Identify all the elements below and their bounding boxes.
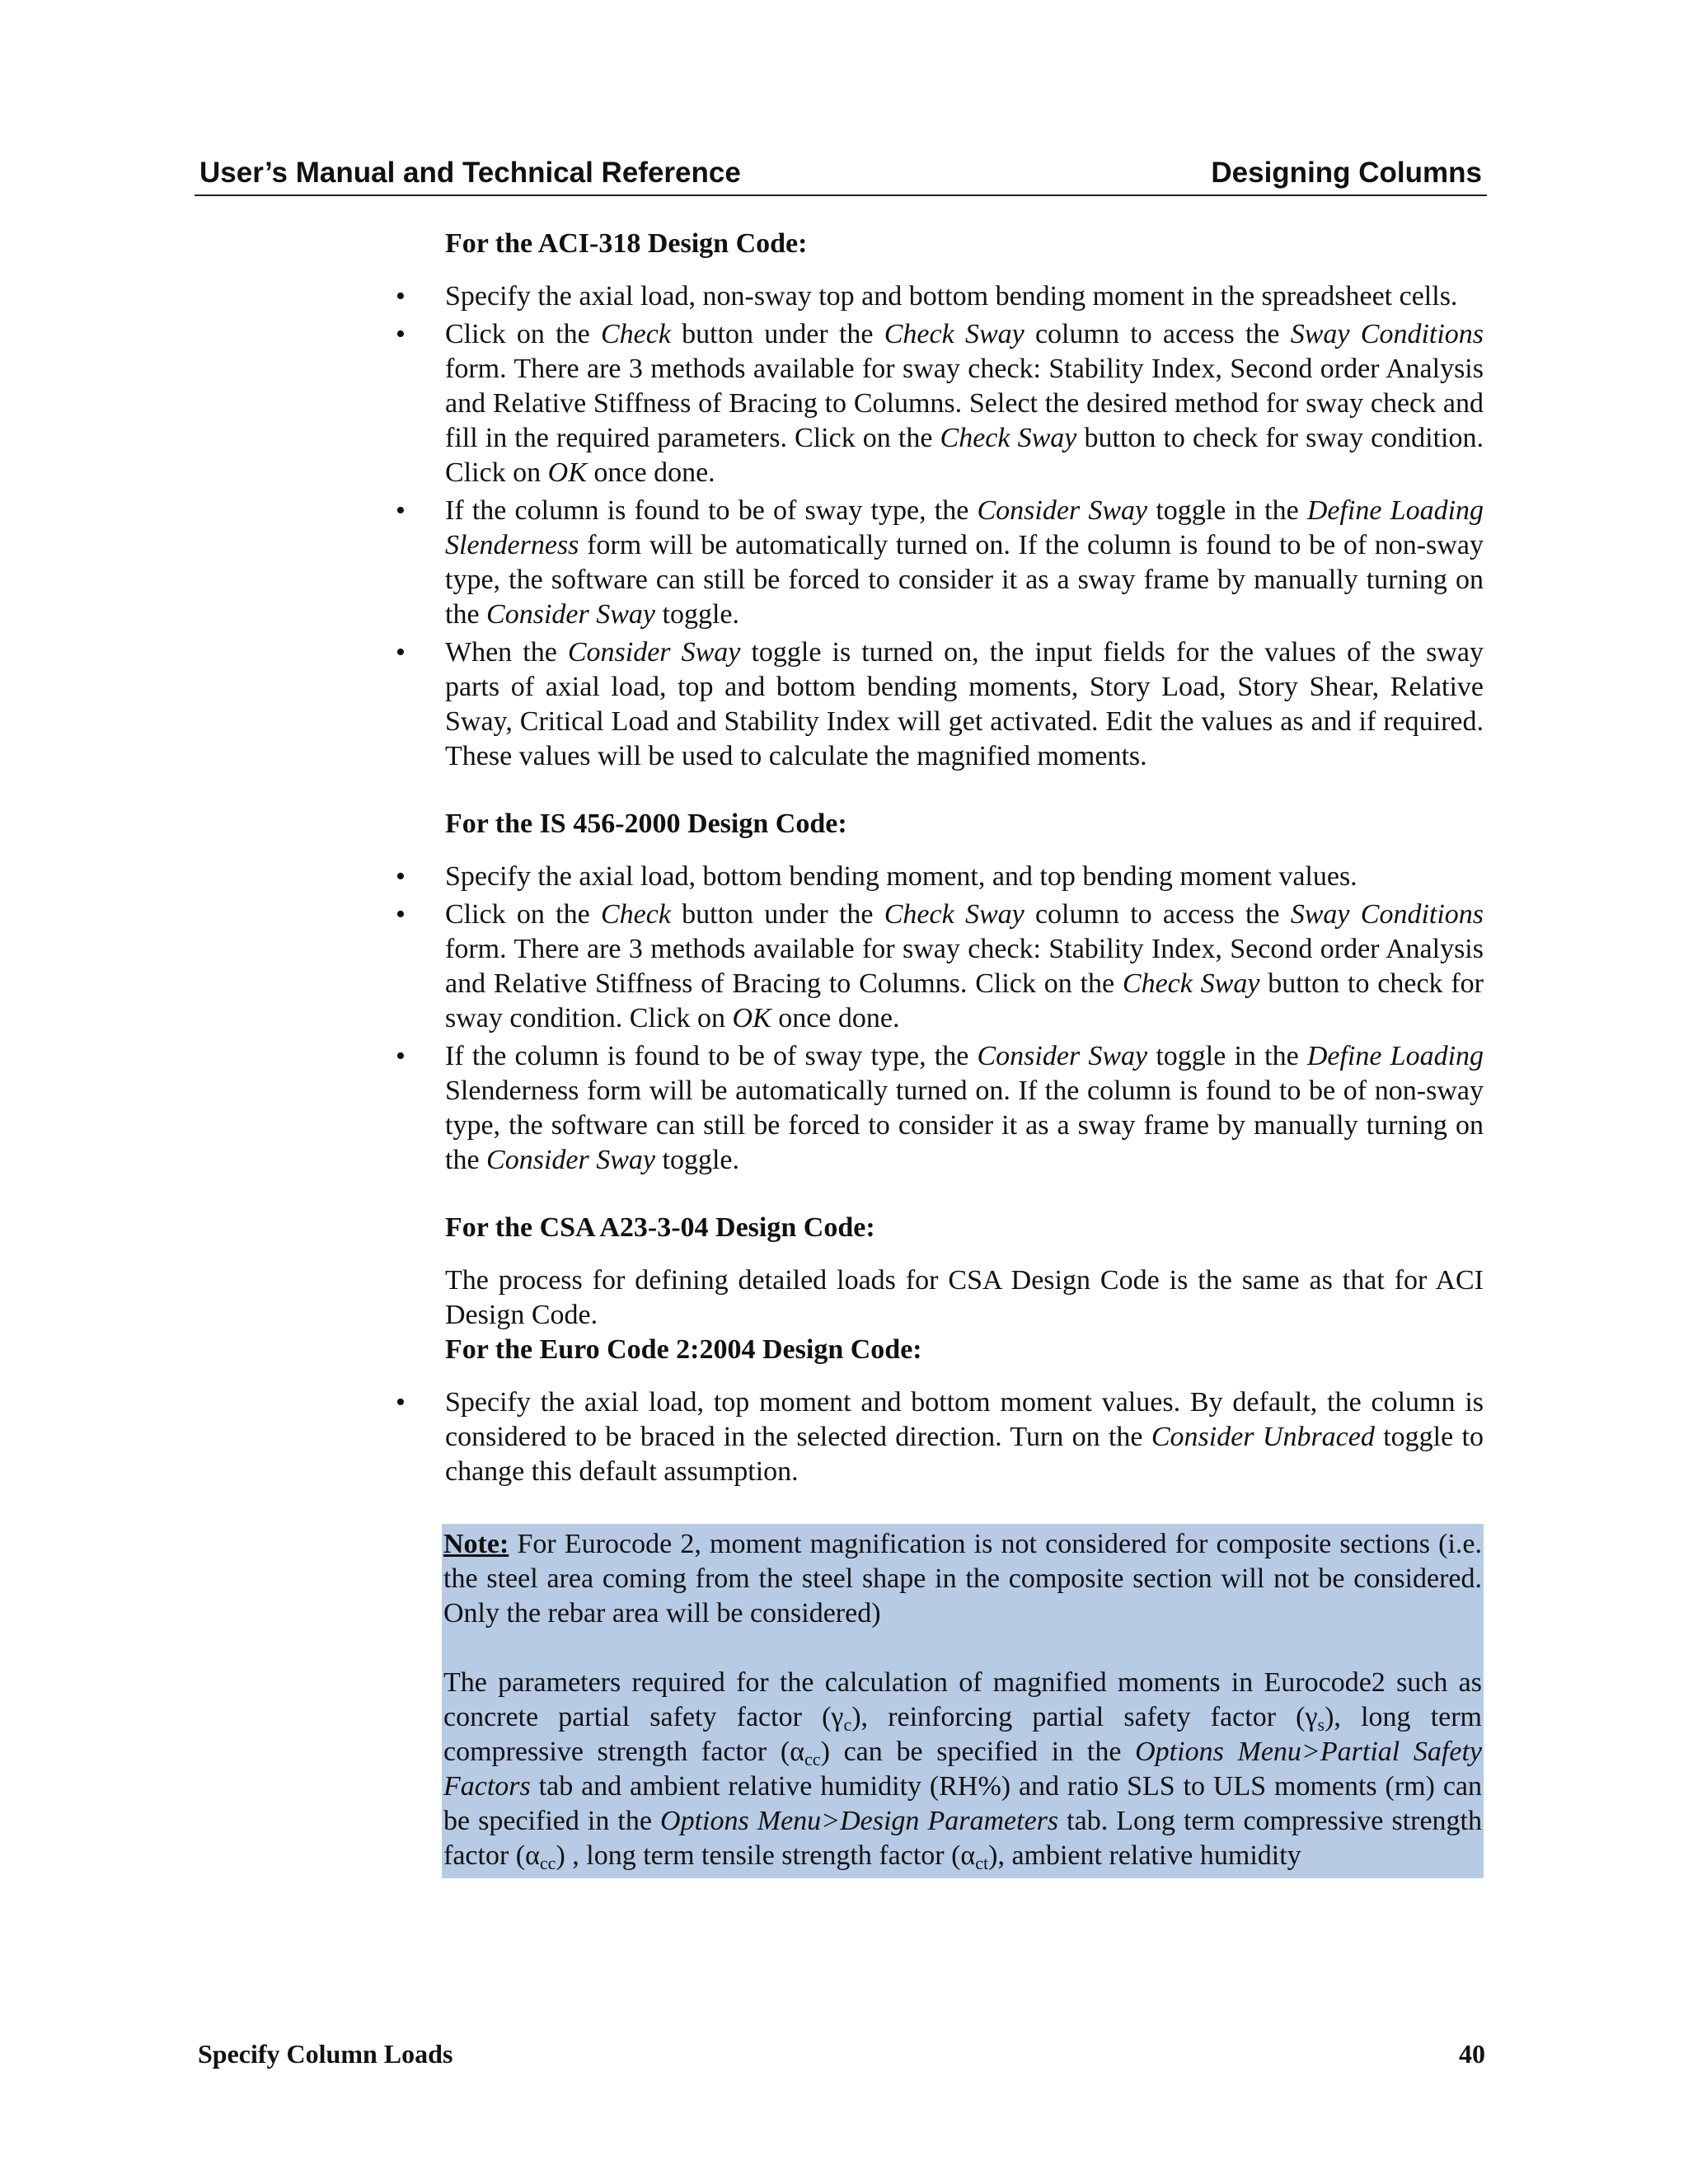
heading-csa: For the CSA A23-3-04 Design Code: <box>445 1212 875 1243</box>
list-item: • If the column is found to be of sway type, the Consider Sway toggle in the Define Loading Slenderness form will be automatically turned on. If the column is found to be of non-sway type, the software can still be forced to consider it as a sway frame by manually turning on the Consider Sway toggle. <box>445 1039 1484 1178</box>
page-number: 40 <box>1459 2039 1485 2069</box>
note-label: Note: <box>443 1529 509 1559</box>
heading-euro: For the Euro Code 2:2004 Design Code: <box>445 1334 922 1365</box>
note-box <box>442 1524 1484 1878</box>
bullet-list-aci <box>445 279 1484 774</box>
section-csa <box>445 1211 1484 1333</box>
page-header <box>195 157 1487 196</box>
footer-section-title: Specify Column Loads <box>198 2039 453 2069</box>
heading-is: For the IS 456-2000 Design Code: <box>445 808 847 839</box>
section-aci <box>445 227 1484 774</box>
bullet-list-is <box>445 860 1484 1178</box>
list-item: • If the column is found to be of sway type, the Consider Sway toggle in the Define Loading Slenderness form will be automatically turned on. If the column is found to be of non-sway type, the software can still be forced to consider it as a sway frame by manually turning on the Consider Sway toggle. <box>445 494 1484 632</box>
section-euro <box>445 1333 1484 1489</box>
list-item: • Click on the Check button under the Check Sway column to access the Sway Conditions form. There are 3 methods available for sway check: Stability Index, Second order Analysis and Relative Stiffness of Bracing to Columns. Select the desired method for sway check and fill in the required parameters. Click on the Check Sway button to check for sway condition. Click on OK once done. <box>445 317 1484 490</box>
bullet-list-euro <box>445 1385 1484 1489</box>
section-is <box>445 807 1484 1178</box>
list-item: • Specify the axial load, bottom bending moment, and top bending moment values. <box>445 860 1484 894</box>
header-chapter: Designing Columns <box>1211 157 1482 189</box>
list-item: • Click on the Check button under the Check Sway column to access the Sway Conditions form. There are 3 methods available for sway check: Stability Index, Second order Analysis and Relative Stiffness of Bracing to Columns. Click on the Check Sway button to check for sway condition. Click on OK once done. <box>445 898 1484 1036</box>
list-item: • When the Consider Sway toggle is turned on, the input fields for the values of the sway parts of axial load, top and bottom bending moments, Story Load, Story Shear, Relative Sway, Critical Load and Stability Index will get activated. Edit the values as and if required. These values will be used to calculate the magnified moments. <box>445 635 1484 774</box>
list-item: • Specify the axial load, non-sway top and bottom bending moment in the spreadsheet cells. <box>445 279 1484 314</box>
list-item: • Specify the axial load, top moment and bottom moment values. By default, the column is considered to be braced in the selected direction. Turn on the Consider Unbraced toggle to change this default assumption. <box>445 1385 1484 1489</box>
paragraph-csa: The process for defining detailed loads for CSA Design Code is the same as that for ACI Design Code. <box>445 1265 1484 1330</box>
note-paragraph: Note: For Eurocode 2, moment magnification is not considered for composite sections (i.e. the steel area coming from the steel shape in the composite section will not be considered. Only the rebar area will be considered) <box>443 1529 1482 1629</box>
page-content <box>445 227 1484 1878</box>
heading-aci: For the ACI-318 Design Code: <box>445 228 808 259</box>
note-paragraph-parameters: The parameters required for the calculation of magnified moments in Eurocode2 such as concrete partial safety factor $(\gamma_c)$, reinforcing partial safety factor $(\gamma_s)$, long term compressive strength factor $(\alpha_{cc})$ can be specified in the Options Menu>Partial Safety Factors tab and ambient relative humidity (RH%) and ratio SLS to ULS moments (rm) can be specified in the Options Menu>Design Parameters tab. Long term compressive strength factor $(\alpha_{cc})$ , long term tensile strength factor $(\alpha_{ct})$, ambient relative humidity <box>443 1667 1482 1873</box>
header-title: User’s Manual and Technical Reference <box>199 157 741 189</box>
